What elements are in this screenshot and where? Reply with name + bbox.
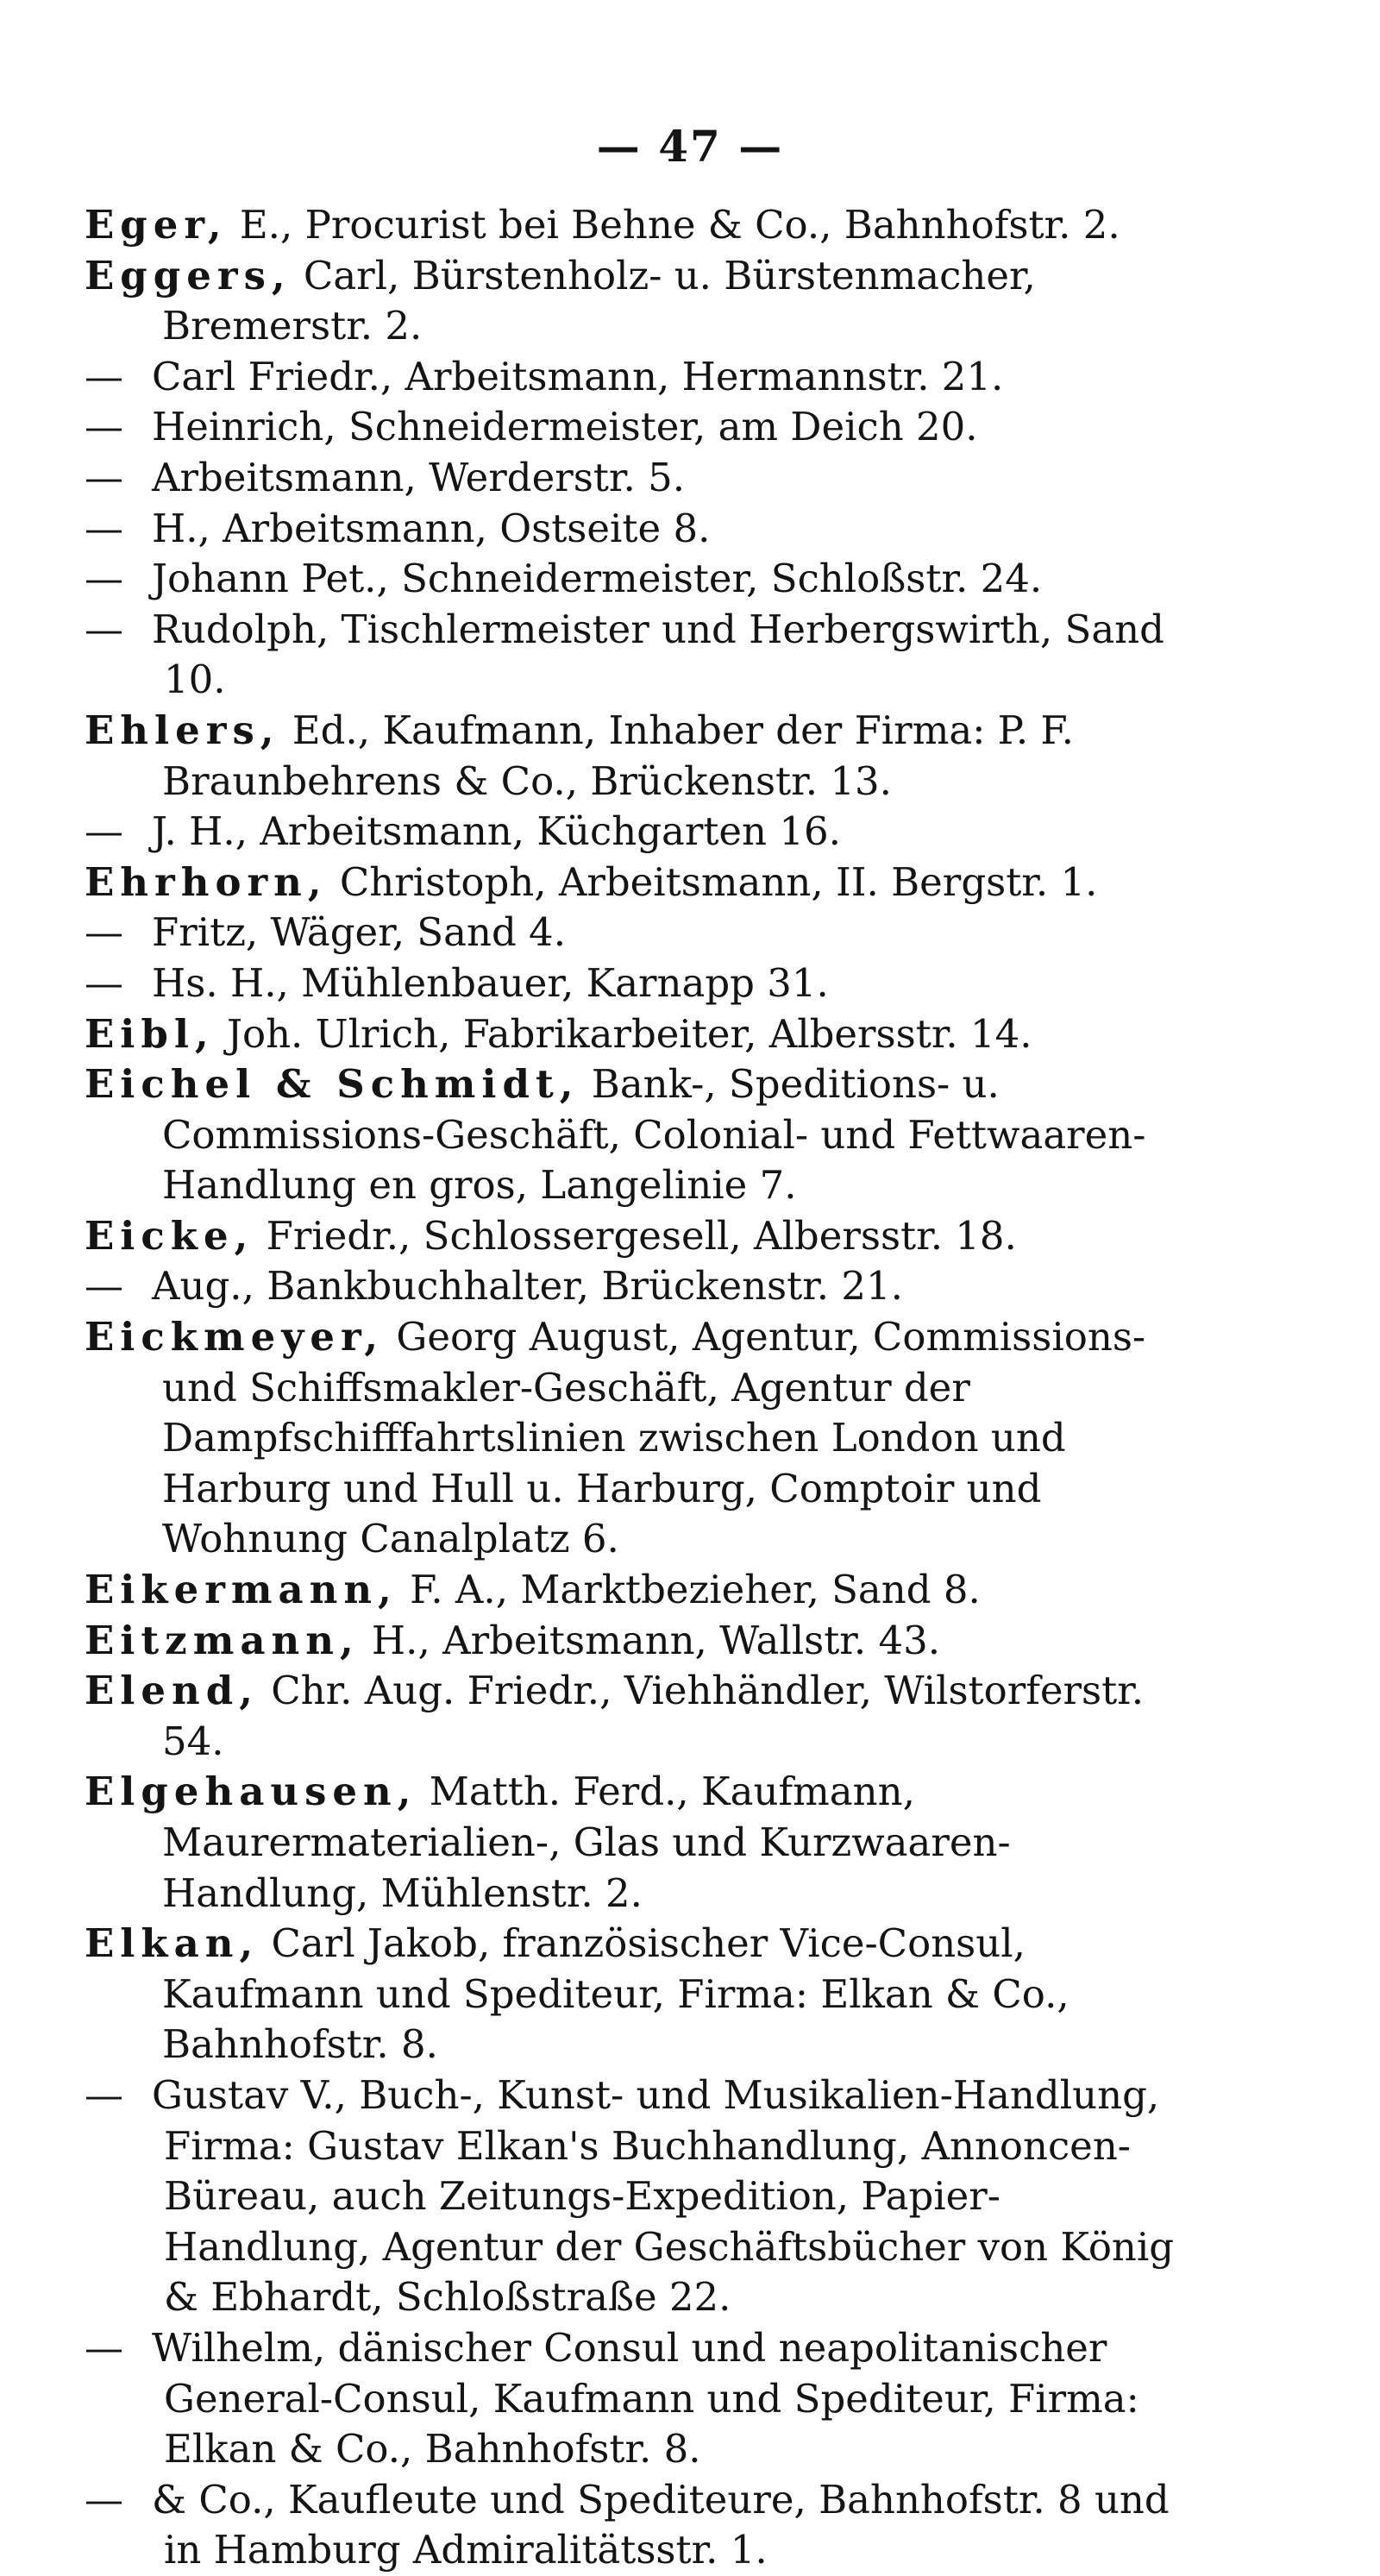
page-number: — 47 — — [596, 121, 784, 172]
continuation-dash: — — [85, 505, 123, 551]
directory-entry — [85, 1919, 1206, 2070]
directory-entry — [85, 2323, 1206, 2475]
continuation-dash: — — [85, 2476, 123, 2523]
continuation-dash: — — [85, 404, 123, 450]
entry-surname: Eichel & Schmidt, — [85, 1061, 580, 1108]
entry-text: Chr. Aug. Friedr., Viehhändler, Wilstorferstr. 54. — [162, 1668, 1145, 1764]
continuation-dash: — — [85, 808, 123, 855]
continuation-dash: — — [85, 909, 123, 956]
entry-text: E., Procurist bei Behne & Co., Bahnhofstr. 2. — [239, 202, 1120, 248]
entry-surname: Ehlers, — [85, 707, 280, 753]
entry-text: Matth. Ferd., Kaufmann, Maurermaterialien-, Glas und Kurzwaaren-Handlung, Mühlenstr. 2. — [162, 1769, 1011, 1916]
entry-text: Gustav V., Buch-, Kunst- und Musikalien-Handlung, Firma: Gustav Elkan's Buchhandlung, Annoncen-Büreau, auch Zeitungs-Expedition, Papier-Handlung, Agentur der Geschäftsbücher von König & Ebhardt, Schloßstraße 22. — [152, 2071, 1175, 2321]
directory-entry — [85, 352, 1206, 403]
entry-surname: Eibl, — [85, 1010, 215, 1057]
continuation-dash: — — [85, 2324, 123, 2371]
continuation-dash: — — [85, 959, 123, 1006]
entry-surname: Eger, — [85, 202, 228, 248]
entry-surname: Eitzmann, — [85, 1617, 360, 1663]
entry-text: Aug., Bankbuchhalter, Brückenstr. 21. — [152, 1263, 903, 1310]
continuation-dash: — — [85, 1263, 123, 1310]
entry-text: Hs. H., Mühlenbauer, Karnapp 31. — [152, 959, 829, 1006]
entry-text: Rudolph, Tischlermeister und Herbergswirth, Sand 10. — [152, 606, 1164, 703]
directory-entry — [85, 605, 1206, 706]
directory-entry — [85, 200, 1206, 251]
directory-entry — [85, 858, 1206, 908]
entry-text: Johann Pet., Schneidermeister, Schloßstr. 24. — [152, 556, 1043, 602]
entry-surname: Eggers, — [85, 252, 292, 298]
directory-entries — [85, 200, 1206, 2576]
entry-text: Ed., Kaufmann, Inhaber der Firma: P. F. Braunbehrens & Co., Brückenstr. 13. — [162, 707, 1074, 804]
directory-entry — [85, 1261, 1206, 1312]
entry-text: Joh. Ulrich, Fabrikarbeiter, Albersstr. 14. — [226, 1010, 1032, 1057]
entry-text: Heinrich, Schneidermeister, am Deich 20. — [152, 404, 978, 450]
entry-text: Carl, Bürstenholz- u. Bürstenmacher, Bremerstr. 2. — [162, 252, 1036, 349]
entry-surname: Elgehausen, — [85, 1769, 417, 1815]
entry-text: Arbeitsmann, Werderstr. 5. — [152, 454, 686, 500]
entry-text: Wilhelm, dänischer Consul und neapolitanischer General-Consul, Kaufmann und Spediteur, Firma: Elkan & Co., Bahnhofstr. 8. — [152, 2324, 1139, 2472]
directory-entry — [85, 402, 1206, 453]
entry-surname: Elkan, — [85, 1920, 260, 1967]
directory-entry — [85, 554, 1206, 605]
entry-text: & Co., Kaufleute und Spediteure, Bahnhofstr. 8 und in Hamburg Admiralitätsstr. 1. — [152, 2476, 1170, 2573]
directory-entry — [85, 1565, 1206, 1616]
entry-surname: Eicke, — [85, 1212, 254, 1259]
directory-entry — [85, 1059, 1206, 1211]
entry-text: Friedr., Schlossergesell, Albersstr. 18. — [266, 1212, 1017, 1259]
entry-text: H., Arbeitsmann, Ostseite 8. — [152, 505, 711, 551]
entry-text: Bank-, Speditions- u. Commissions-Geschäft, Colonial- und Fettwaaren-Handlung en gros, Langelinie 7. — [162, 1061, 1146, 1209]
entry-surname: Eikermann, — [85, 1567, 398, 1613]
entry-text: Fritz, Wäger, Sand 4. — [152, 909, 566, 956]
entry-text: Carl Jakob, französischer Vice-Consul, Kaufmann und Spediteur, Firma: Elkan & Co., Bahnhofstr. 8. — [162, 1920, 1070, 2068]
continuation-dash: — — [85, 556, 123, 602]
directory-entry — [85, 807, 1206, 858]
directory-entry — [85, 1666, 1206, 1767]
directory-entry — [85, 958, 1206, 1009]
directory-entry — [85, 908, 1206, 958]
continuation-dash: — — [85, 353, 123, 399]
entry-text: F. A., Marktbezieher, Sand 8. — [410, 1567, 981, 1613]
continuation-dash: — — [85, 2071, 123, 2118]
entry-surname: Elend, — [85, 1668, 259, 1714]
entry-text: Carl Friedr., Arbeitsmann, Hermannstr. 21. — [152, 353, 1004, 399]
directory-entry — [85, 1616, 1206, 1667]
entry-text: H., Arbeitsmann, Wallstr. 43. — [371, 1617, 941, 1663]
directory-entry — [85, 504, 1206, 555]
entry-surname: Ehrhorn, — [85, 858, 328, 905]
entry-text: Christoph, Arbeitsmann, II. Bergstr. 1. — [339, 858, 1098, 905]
directory-entry — [85, 2070, 1206, 2323]
entry-surname: Eickmeyer, — [85, 1314, 385, 1360]
continuation-dash: — — [85, 454, 123, 500]
directory-entry — [85, 1767, 1206, 1919]
directory-entry — [85, 1211, 1206, 1262]
directory-entry — [85, 2475, 1206, 2576]
directory-entry — [85, 1009, 1206, 1060]
directory-entry — [85, 1312, 1206, 1565]
directory-entry — [85, 251, 1206, 352]
directory-entry — [85, 453, 1206, 504]
entry-text: J. H., Arbeitsmann, Küchgarten 16. — [152, 808, 841, 855]
continuation-dash: — — [85, 606, 123, 652]
entry-text: Georg August, Agentur, Commissions- und Schiffsmakler-Geschäft, Agentur der Dampfschifffahrtslinien zwischen London und Harburg und Hull u. Harburg, Comptoir und Wohnung Canalplatz 6. — [162, 1314, 1146, 1562]
directory-entry — [85, 706, 1206, 807]
